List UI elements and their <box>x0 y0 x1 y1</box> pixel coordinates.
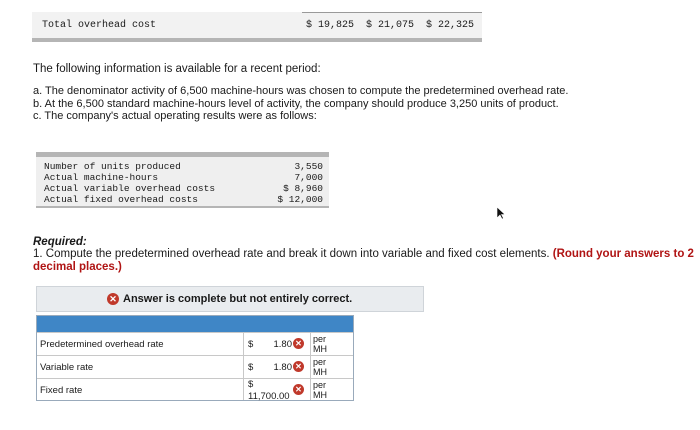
row-value: 7,000 <box>294 172 323 183</box>
table-row <box>44 172 323 183</box>
required-question <box>33 248 698 274</box>
fixed-rate-input[interactable]: 11,700.00 <box>248 391 290 402</box>
table-bottom-rule <box>36 206 329 208</box>
actual-results-table <box>36 152 329 208</box>
answer-table-header <box>37 316 353 332</box>
row-value: $ 8,960 <box>283 183 323 194</box>
row-label: Predetermined overhead rate <box>40 339 164 350</box>
row-label: Number of units produced <box>44 161 181 172</box>
table-row <box>37 355 353 379</box>
row-label: Variable rate <box>40 362 94 373</box>
currency-sign: $ <box>248 339 254 350</box>
table-top-rule <box>302 12 482 13</box>
row-label: Actual machine-hours <box>44 172 159 183</box>
currency-sign: $ <box>248 362 254 373</box>
currency-sign: $ <box>248 379 254 390</box>
row-label: Actual fixed overhead costs <box>44 194 198 205</box>
question-text: 1. Compute the predetermined overhead rate and break it down into variable and fixed cost elements. <box>33 248 550 260</box>
unit-label: per MH <box>313 334 327 354</box>
overhead-cost-values: $ 19,825 $ 21,075 $ 22,325 <box>305 20 474 31</box>
predetermined-rate-input[interactable]: 1.80 <box>273 339 292 350</box>
required-heading: Required: <box>33 236 87 248</box>
intro-text: The following information is available for a recent period: <box>33 63 321 75</box>
table-row <box>44 183 323 194</box>
incorrect-x-icon: ✕ <box>293 338 304 349</box>
info-item-c: c. The company's actual operating results were as follows: <box>33 110 317 122</box>
info-item-b: b. At the 6,500 standard machine-hours level of activity, the company should produce 3,250 units of product. <box>33 97 559 110</box>
table-bottom-rule <box>32 38 482 42</box>
table-row <box>44 194 323 205</box>
overhead-cost-label: Total overhead cost <box>42 20 157 31</box>
unit-label: per MH <box>313 380 327 400</box>
variable-rate-input[interactable]: 1.80 <box>273 362 292 373</box>
unit-label: per MH <box>313 357 327 377</box>
info-item-a: a. The denominator activity of 6,500 machine-hours was chosen to compute the predetermined overhead rate. <box>33 85 569 97</box>
answer-status-box <box>36 286 424 312</box>
incorrect-x-icon: ✕ <box>293 361 304 372</box>
row-label: Actual variable overhead costs <box>44 183 216 194</box>
table-row <box>44 161 323 172</box>
incorrect-x-icon: ✕ <box>293 384 304 395</box>
table-row <box>37 378 353 402</box>
rounding-note: (Round your answers to 2 decimal places.) <box>33 248 694 273</box>
error-x-icon: ✕ <box>107 293 119 305</box>
mouse-cursor-icon <box>496 206 506 220</box>
answer-table <box>36 315 354 401</box>
info-list <box>33 85 568 123</box>
answer-status-text: Answer is complete but not entirely correct. <box>123 293 353 305</box>
table-row <box>37 332 353 356</box>
overhead-cost-table <box>32 12 482 42</box>
row-label: Fixed rate <box>40 385 83 396</box>
table-header-band <box>36 152 329 157</box>
row-value: 3,550 <box>294 161 323 172</box>
row-value: $ 12,000 <box>277 194 323 205</box>
